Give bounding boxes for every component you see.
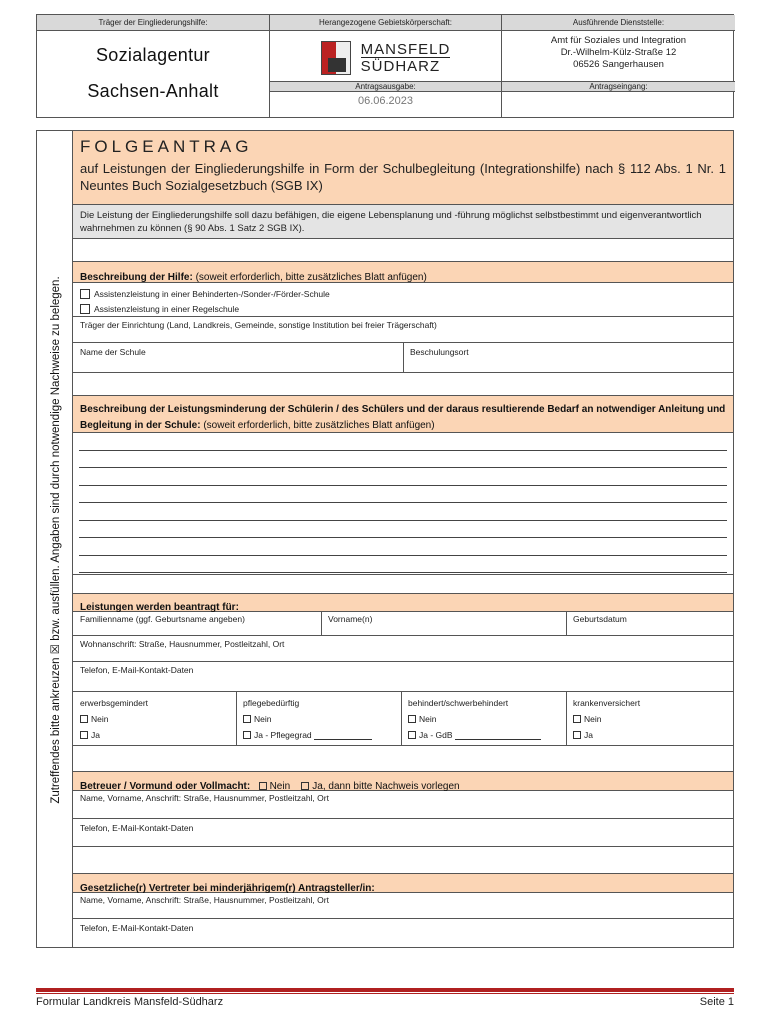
header-caption-ausgabe: Antragsausgabe: bbox=[270, 81, 501, 92]
header-caption-gebiet: Herangezogene Gebietskörperschaft: bbox=[270, 15, 501, 31]
beschulungsort-field[interactable] bbox=[403, 343, 733, 372]
footer-rule bbox=[36, 988, 734, 992]
section-vertreter-heading bbox=[73, 873, 733, 893]
betreuer-telefon-label: Telefon, E-Mail-Kontakt-Daten bbox=[80, 823, 194, 833]
wohnanschrift-field[interactable] bbox=[73, 636, 733, 662]
hilfe-options bbox=[73, 283, 733, 317]
header-col-traeger bbox=[37, 15, 270, 117]
vertreter-telefon-label: Telefon, E-Mail-Kontakt-Daten bbox=[80, 923, 194, 933]
footer-rule-thin bbox=[36, 993, 734, 994]
traeger-einrichtung-label: Träger der Einrichtung (Land, Landkreis, Gemeinde, sonstige Institution bei freier Trägerschaft) bbox=[80, 320, 437, 330]
footer-page-number: Seite 1 bbox=[699, 996, 734, 1008]
behindert-nein-label: Nein bbox=[419, 714, 437, 724]
behindert-ja-label: Ja - GdB bbox=[419, 730, 453, 740]
title-block bbox=[73, 131, 733, 205]
logo-text-line2: SÜDHARZ bbox=[361, 57, 451, 74]
status-row bbox=[73, 692, 733, 746]
telefon-label: Telefon, E-Mail-Kontakt-Daten bbox=[80, 665, 194, 675]
betreuer-telefon-field[interactable] bbox=[73, 819, 733, 847]
header-col-dienststelle bbox=[502, 15, 735, 117]
checkbox-kv-nein[interactable] bbox=[573, 715, 581, 723]
mansfeld-suedharz-logo bbox=[270, 35, 501, 81]
header-col-gebiet bbox=[270, 15, 502, 117]
traeger-einrichtung-field[interactable] bbox=[73, 317, 733, 343]
checkbox-pflege-ja[interactable] bbox=[243, 731, 251, 739]
option-regelschule[interactable] bbox=[80, 302, 733, 317]
hilfe-heading-bold: Beschreibung der Hilfe: bbox=[80, 272, 193, 283]
checkbox-behindert-nein[interactable] bbox=[408, 715, 416, 723]
betreuer-heading: Betreuer / Vormund oder Vollmacht: bbox=[80, 781, 251, 792]
status-behindert bbox=[401, 692, 566, 745]
checkbox-betreuer-ja[interactable] bbox=[301, 782, 309, 790]
status-kv-nein[interactable] bbox=[573, 711, 733, 727]
betreuer-nein-label: Nein bbox=[269, 781, 291, 792]
checkbox-behindert-ja[interactable] bbox=[408, 731, 416, 739]
telefon-field[interactable] bbox=[73, 662, 733, 692]
erwerbsgemindert-ja-label: Ja bbox=[91, 730, 100, 740]
status-kv-label: krankenversichert bbox=[573, 698, 641, 708]
status-krankenversichert bbox=[566, 692, 733, 745]
antragseingang-field[interactable] bbox=[502, 93, 735, 117]
status-pflege-nein[interactable] bbox=[243, 711, 401, 727]
section-minderung-heading bbox=[73, 395, 733, 433]
option-sonderschule[interactable] bbox=[80, 287, 733, 302]
status-kv-ja[interactable] bbox=[573, 727, 733, 743]
checkbox-erwerbsgemindert-ja[interactable] bbox=[80, 731, 88, 739]
vertreter-name-field[interactable] bbox=[73, 893, 733, 919]
footer-form-name: Formular Landkreis Mansfeld-Südharz bbox=[36, 996, 224, 1008]
sidebar-instruction-text: Zutreffendes bitte ankreuzen ☒ bzw. ausfüllen. Angaben sind durch notwendige Nachweise zu belegen. bbox=[50, 276, 62, 804]
checkbox-erwerbsgemindert-nein[interactable] bbox=[80, 715, 88, 723]
dienststelle-line1: Amt für Soziales und Integration bbox=[550, 35, 687, 46]
minderung-textarea[interactable] bbox=[73, 433, 733, 575]
dienststelle-line3: 06526 Sangerhausen bbox=[573, 59, 664, 70]
wohnanschrift-label: Wohnanschrift: Straße, Hausnummer, Postleitzahl, Ort bbox=[80, 639, 285, 649]
form-header bbox=[36, 14, 734, 118]
familienname-label[interactable]: Familienname (ggf. Geburtsname angeben) bbox=[80, 614, 245, 624]
vertreter-name-label: Name, Vorname, Anschrift: Straße, Hausnummer, Postleitzahl, Ort bbox=[80, 895, 329, 905]
option-sonderschule-label: Assistenzleistung in einer Behinderten-/Sonder-/Förder-Schule bbox=[94, 289, 330, 299]
vorname-label: Vorname(n) bbox=[328, 614, 373, 624]
dienststelle-line2: Dr.-Wilhelm-Külz-Straße 12 bbox=[560, 47, 677, 58]
betreuer-name-label: Name, Vorname, Anschrift: Straße, Hausnummer, Postleitzahl, Ort bbox=[80, 793, 329, 803]
status-pflege-label: pflegebedürftig bbox=[243, 698, 300, 708]
traeger-name-line2: Sachsen-Anhalt bbox=[87, 81, 219, 101]
betreuer-ja-label: Ja, dann bitte Nachweis vorlegen bbox=[312, 781, 460, 792]
checkbox-pflege-nein[interactable] bbox=[243, 715, 251, 723]
betreuer-name-field[interactable] bbox=[73, 791, 733, 819]
pflegegrad-input[interactable] bbox=[314, 731, 372, 740]
antragsausgabe-date: 06.06.2023 bbox=[357, 95, 414, 107]
form-body bbox=[36, 130, 734, 948]
hilfe-heading-note: (soweit erforderlich, bitte zusätzliches Blatt anfügen) bbox=[192, 272, 427, 283]
form-title: FOLGEANTRAG bbox=[80, 137, 253, 156]
minderung-writing-lines bbox=[79, 433, 727, 573]
vertreter-telefon-field[interactable] bbox=[73, 919, 733, 947]
geburtsdatum-field[interactable] bbox=[566, 612, 733, 635]
status-erwerbsgemindert-nein[interactable] bbox=[80, 711, 236, 727]
gdb-input[interactable] bbox=[455, 731, 541, 740]
beschulungsort-label: Beschulungsort bbox=[410, 347, 469, 357]
info-note: Die Leistung der Eingliederungshilfe soll dazu befähigen, die eigene Lebensplanung und -führung möglichst selbstbestimmt und eigenverantwortlich wahrnehmen zu können (§ 90 Abs. 1 Satz 2 SGB IX). bbox=[73, 204, 733, 239]
status-behindert-nein[interactable] bbox=[408, 711, 566, 727]
status-behindert-label: behindert/schwerbehindert bbox=[408, 698, 509, 708]
sidebar-instructions bbox=[37, 131, 73, 947]
coat-of-arms-icon bbox=[321, 41, 351, 75]
header-caption-eingang: Antragseingang: bbox=[502, 81, 735, 92]
erwerbsgemindert-nein-label: Nein bbox=[91, 714, 109, 724]
kv-ja-label: Ja bbox=[584, 730, 593, 740]
status-pflegebeduerftig bbox=[236, 692, 401, 745]
minderung-heading-note: (soweit erforderlich, bitte zusätzliches Blatt anfügen) bbox=[200, 420, 435, 431]
vorname-field[interactable] bbox=[321, 612, 566, 635]
kv-nein-label: Nein bbox=[584, 714, 602, 724]
status-erwerbsgemindert-label: erwerbsgemindert bbox=[80, 698, 149, 708]
form-subtitle: auf Leistungen der Eingliederungshilfe in Form der Schulbegleitung (Integrationshilfe) nach § 112 Abs. 1 Nr. 1 Neuntes Buch Sozialgesetzbuch (SGB IX) bbox=[80, 161, 726, 193]
pflege-nein-label: Nein bbox=[254, 714, 272, 724]
traeger-name-line1: Sozialagentur bbox=[96, 45, 210, 65]
schule-name-label: Name der Schule bbox=[80, 347, 146, 357]
pflege-ja-label: Ja - Pflegegrad bbox=[254, 730, 312, 740]
antrag-heading: Leistungen werden beantragt für: bbox=[80, 602, 239, 613]
checkbox-sonderschule[interactable] bbox=[80, 289, 90, 299]
section-antrag-heading bbox=[73, 593, 733, 612]
checkbox-regelschule[interactable] bbox=[80, 304, 90, 314]
person-name-row bbox=[73, 612, 733, 636]
schule-row bbox=[73, 343, 733, 373]
option-regelschule-label: Assistenzleistung in einer Regelschule bbox=[94, 304, 240, 314]
minderung-heading-bold: Beschreibung der Leistungsminderung der Schülerin / des Schülers und der daraus resultierende Bedarf an notwendiger Anleitung und Begleitung in der Schule: bbox=[80, 404, 726, 431]
checkbox-kv-ja[interactable] bbox=[573, 731, 581, 739]
geburtsdatum-label: Geburtsdatum bbox=[573, 614, 627, 624]
vertreter-heading: Gesetzliche(r) Vertreter bei minderjährigem(r) Antragsteller/in: bbox=[80, 883, 375, 894]
section-hilfe-heading bbox=[73, 261, 733, 283]
header-caption-dienststelle: Ausführende Dienststelle: bbox=[502, 15, 735, 31]
status-behindert-ja[interactable] bbox=[408, 727, 566, 743]
status-pflege-ja[interactable] bbox=[243, 727, 401, 743]
checkbox-betreuer-nein[interactable] bbox=[259, 782, 267, 790]
logo-text-line1: MANSFELD bbox=[360, 41, 451, 58]
header-caption-traeger: Träger der Eingliederungshilfe: bbox=[37, 15, 269, 31]
status-erwerbsgemindert-ja[interactable] bbox=[80, 727, 236, 743]
status-erwerbsgemindert bbox=[73, 692, 236, 745]
section-betreuer-heading bbox=[73, 771, 733, 791]
